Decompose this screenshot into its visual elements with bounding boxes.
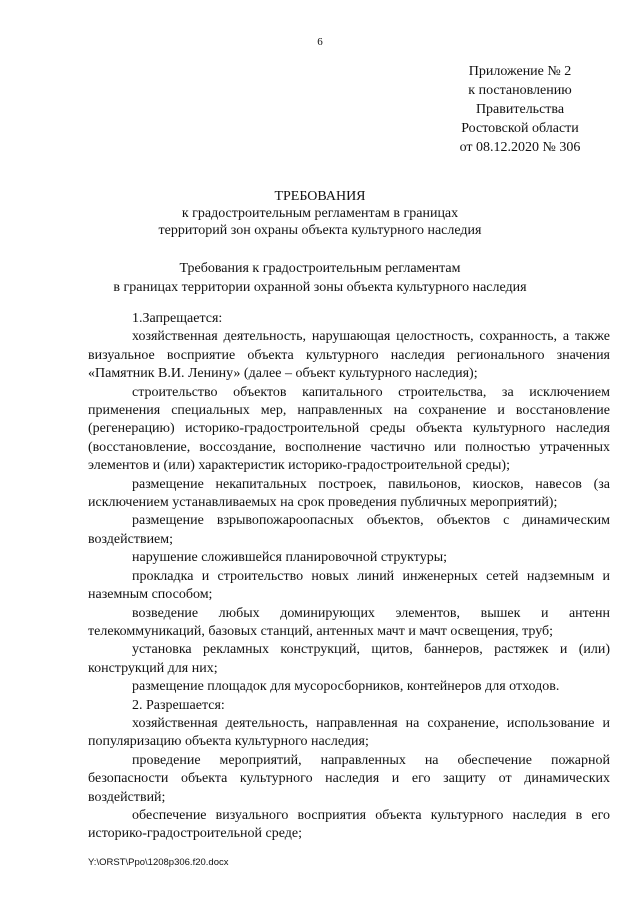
list-item: хозяйственная деятельность, нарушающая целостность, сохранность, а также визуальное восприятие объекта культурного наследия регионального значения «Памятник В.И. Ленину» (далее – объект культурного наследия); <box>88 329 610 382</box>
appendix-header <box>440 62 600 157</box>
appendix-line: к постановлению <box>468 83 572 98</box>
section-heading-prohibited: 1.Запрещается: <box>132 311 223 326</box>
section-subtitle <box>0 259 640 297</box>
list-item: обеспечение визуального восприятия объекта культурного наследия в его историко-градостроительной среде; <box>88 807 610 842</box>
appendix-line: Правительства <box>475 102 565 117</box>
section-heading-permitted: 2. Разрешается: <box>132 697 225 713</box>
list-item: строительство объектов капитального строительства, за исключением применения специальных мер, направленных на сохранение и восстановление (регенерацию) историко-градостроительной среды объекта культурного наследия (восстановление, воссоздание, восполнение частично или полностью утраченных элементов и (или) характеристик историко-градостроительной среды); <box>88 384 610 474</box>
title-heading: ТРЕБОВАНИЯ <box>274 189 366 204</box>
appendix-line: от 08.12.2020 № 306 <box>459 140 581 155</box>
subtitle-line: в границах территории охранной зоны объекта культурного наследия <box>113 280 527 295</box>
list-item: размещение некапитальных построек, павильонов, киосков, навесов (за исключением устанавливаемых на срок проведения публичных мероприятий); <box>88 476 610 511</box>
file-path-footer: Y:\ORST\Ppo\1208p306.f20.docx <box>88 857 229 868</box>
list-item: размещение площадок для мусоросборников, контейнеров для отходов. <box>132 679 560 695</box>
document-body <box>88 310 610 844</box>
list-item: прокладка и строительство новых линий инженерных сетей надземным и наземным способом; <box>88 568 610 603</box>
title-line: к градостроительным регламентам в границах <box>181 206 459 221</box>
appendix-line: Ростовской области <box>461 121 579 136</box>
appendix-line: Приложение № 2 <box>468 64 572 79</box>
title-line: территорий зон охраны объекта культурного наследия <box>158 223 482 238</box>
list-item: возведение любых доминирующих элементов, вышек и антенн телекоммуникаций, базовых станций, антенных мачт и мачт освещения, труб; <box>88 605 610 639</box>
list-item: нарушение сложившейся планировочной структуры; <box>132 550 447 566</box>
document-title <box>0 188 640 239</box>
page-number: 6 <box>317 36 323 48</box>
subtitle-line: Требования к градостроительным регламентам <box>179 261 461 276</box>
list-item: проведение мероприятий, направленных на обеспечение пожарной безопасности объекта культурного наследия и его защиту от динамических воздействий; <box>88 752 610 805</box>
list-item: хозяйственная деятельность, направленная на сохранение, использование и популяризацию объекта культурного наследия; <box>88 715 610 750</box>
list-item: размещение взрывопожароопасных объектов, объектов с динамическим воздействием; <box>88 513 610 547</box>
list-item: установка рекламных конструкций, щитов, баннеров, растяжек и (или) конструкций для них; <box>88 642 610 676</box>
